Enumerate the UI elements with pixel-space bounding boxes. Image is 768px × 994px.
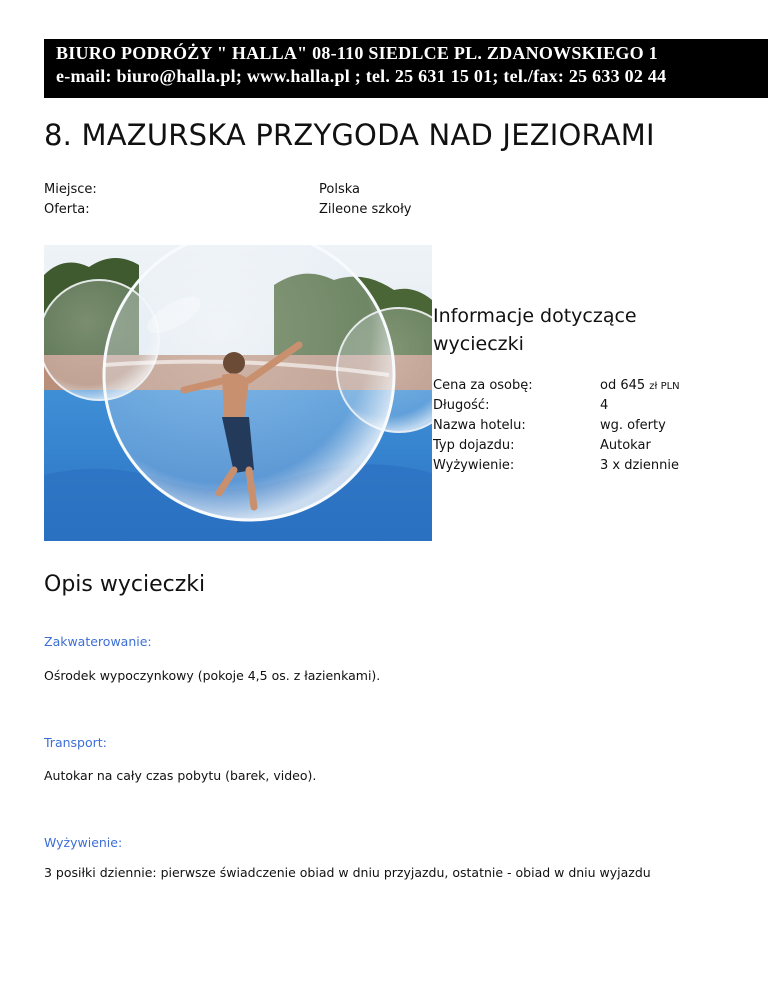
price-currency: zł PLN xyxy=(649,381,680,392)
description-heading: Opis wycieczki xyxy=(44,572,206,597)
water-ball-photo-illustration xyxy=(44,245,432,541)
info-label: Wyżywienie: xyxy=(433,458,515,473)
meta-row-place xyxy=(44,180,411,200)
info-value: wg. oferty xyxy=(600,418,666,433)
info-value: 4 xyxy=(600,398,609,413)
price-value: od 645 xyxy=(600,378,646,393)
banner-line-contact: e-mail: biuro@halla.pl; www.halla.pl ; tel. 25 631 15 01; tel./fax: 25 633 02 44 xyxy=(56,66,667,86)
section-label-accommodation: Zakwaterowanie: xyxy=(44,634,152,649)
trip-photo xyxy=(44,245,432,541)
section-label-meals: Wyżywienie: xyxy=(44,835,123,850)
offer-meta xyxy=(44,180,411,220)
info-row-meals xyxy=(433,456,680,476)
info-label: Długość: xyxy=(433,398,490,413)
info-row-price xyxy=(433,376,680,396)
section-text-meals: 3 posiłki dziennie: pierwsze świadczenie obiad w dniu przyjazdu, ostatnie - obiad w dniu wyjazdu xyxy=(44,865,651,880)
meta-row-offer xyxy=(44,200,411,220)
meta-label: Miejsce: xyxy=(44,182,97,197)
info-label: Nazwa hotelu: xyxy=(433,418,526,433)
banner-line-address: BIURO PODRÓŻY " HALLA" 08-110 SIEDLCE PL. ZDANOWSKIEGO 1 xyxy=(56,43,658,63)
info-row-length xyxy=(433,396,680,416)
info-label: Cena za osobę: xyxy=(433,378,533,393)
info-value xyxy=(600,376,680,396)
info-row-hotel xyxy=(433,416,680,436)
section-text-accommodation: Ośrodek wypoczynkowy (pokoje 4,5 os. z łazienkami). xyxy=(44,668,381,683)
info-value: Autokar xyxy=(600,438,651,453)
page-title: 8. MAZURSKA PRZYGODA NAD JEZIORAMI xyxy=(44,118,655,152)
section-text-transport: Autokar na cały czas pobytu (barek, video). xyxy=(44,768,317,783)
agency-header-banner xyxy=(44,39,768,98)
trip-info-table xyxy=(433,376,680,476)
trip-info-heading: Informacje dotyczące wycieczki xyxy=(433,305,637,355)
info-label: Typ dojazdu: xyxy=(433,438,515,453)
info-value: 3 x dziennie xyxy=(600,458,680,473)
section-label-transport: Transport: xyxy=(44,735,107,750)
meta-value: Polska xyxy=(319,182,360,197)
meta-label: Oferta: xyxy=(44,202,90,217)
meta-value: Zileone szkoły xyxy=(319,202,412,217)
info-row-transport xyxy=(433,436,680,456)
